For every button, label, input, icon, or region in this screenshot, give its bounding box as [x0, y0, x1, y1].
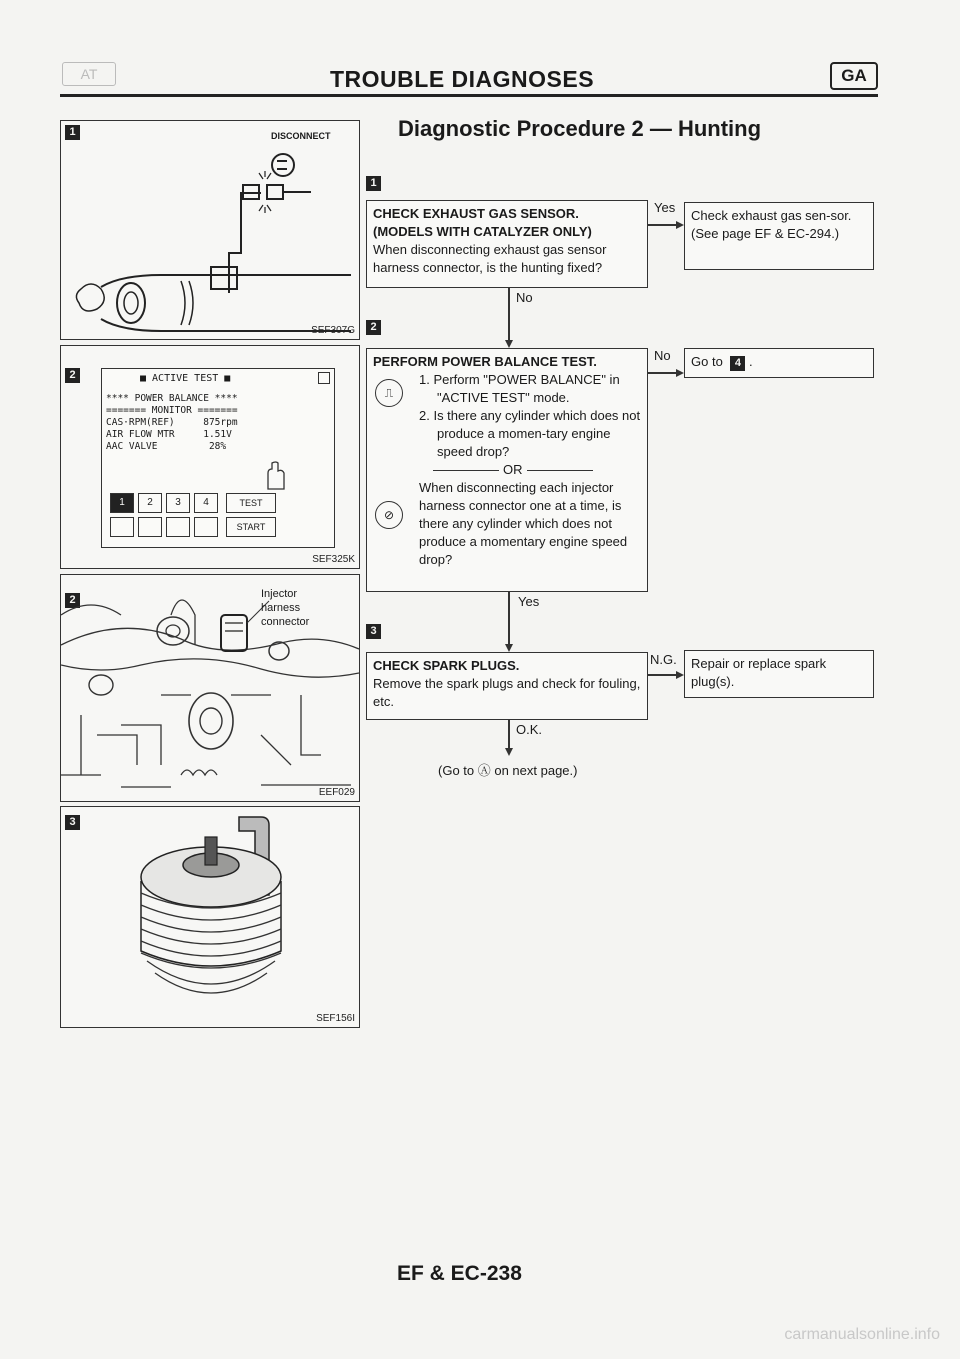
- step2-item-1: 1. Perform "POWER BALANCE" in "ACTIVE TEST" mode.: [419, 372, 620, 405]
- section-title: Diagnostic Procedure 2 — Hunting: [398, 116, 762, 141]
- figure-spark-plug: [60, 806, 360, 1028]
- step-marker: 1: [65, 125, 80, 140]
- cylinder-button-1[interactable]: 1: [110, 493, 134, 513]
- arrow-right: [676, 671, 684, 679]
- figure-consult-screen: [60, 345, 360, 569]
- no-tool-icon: ⊘: [375, 501, 403, 529]
- step-marker-2: 2: [366, 320, 381, 335]
- step3-ng-label: N.G.: [650, 652, 677, 667]
- step3-ng-box: Repair or replace spark plug(s).: [684, 650, 874, 698]
- consult-display: [101, 368, 335, 548]
- connector-line: [648, 674, 678, 676]
- header-rule: [60, 94, 878, 97]
- step3-title: CHECK SPARK PLUGS.: [373, 658, 520, 673]
- step2-box: [366, 348, 648, 592]
- connector-line: [648, 372, 678, 374]
- step1-title: CHECK EXHAUST GAS SENSOR.: [373, 206, 579, 221]
- figure-ref: SEF325K: [312, 554, 355, 565]
- step2-alt-question: When disconnecting each injector harness connector one at a time, is there any cylinder which does not produce a momentary engine speed drop?: [419, 480, 628, 567]
- finger-press-icon: [262, 461, 286, 491]
- spark-plug-illustration: [61, 807, 359, 1027]
- screen-line: **** POWER BALANCE ****: [106, 393, 238, 404]
- blank-button[interactable]: [166, 517, 190, 537]
- figure-disconnect-sensor: [60, 120, 360, 340]
- step-marker: 3: [65, 815, 80, 830]
- figure-ref: EEF029: [318, 787, 355, 798]
- next-page-reference: (Go to Ⓐ on next page.): [438, 763, 578, 778]
- screen-line: AIR FLOW MTR 1.51V: [106, 429, 232, 440]
- arrow-down: [505, 644, 513, 652]
- arrow-down: [505, 340, 513, 348]
- step1-subtitle: (MODELS WITH CATALYZER ONLY): [373, 224, 592, 239]
- step-marker-3: 3: [366, 624, 381, 639]
- watermark: carmanualsonline.info: [784, 1326, 940, 1343]
- or-divider: [373, 461, 641, 479]
- consult-icon: ⎍: [375, 379, 403, 407]
- cylinder-button-4[interactable]: 4: [194, 493, 218, 513]
- step1-no-label: No: [516, 290, 533, 305]
- step1-yes-label: Yes: [654, 200, 676, 215]
- screen-corner-box: [318, 372, 330, 384]
- step2-yes-label: Yes: [518, 594, 540, 609]
- blank-button[interactable]: [194, 517, 218, 537]
- blank-button[interactable]: [110, 517, 134, 537]
- screen-line: ======= MONITOR =======: [106, 405, 238, 416]
- step1-yes-box: Check exhaust gas sen-sor. (See page EF & EC-294.): [684, 202, 874, 270]
- engine-illustration: [61, 575, 359, 801]
- page-number: EF & EC-238: [397, 1262, 522, 1285]
- injector-callout: Injector harness connector: [261, 588, 310, 628]
- header-section-tag: GA: [830, 62, 878, 90]
- screen-line: AAC VALVE 28%: [106, 441, 227, 452]
- step-marker: 2: [65, 593, 80, 608]
- screen-title: ■ ACTIVE TEST ■: [140, 373, 231, 384]
- figure-ref: SEF307G: [311, 325, 355, 336]
- or-label: OR: [499, 461, 527, 479]
- step-marker: 2: [65, 368, 80, 383]
- connector-line: [508, 592, 510, 648]
- disconnect-label: DISCONNECT: [271, 131, 331, 141]
- blank-button[interactable]: [138, 517, 162, 537]
- step2-item-2: 2. Is there any cylinder which does not produce a momen-tary engine speed drop?: [419, 408, 641, 459]
- step3-ok-label: O.K.: [516, 722, 543, 737]
- arrow-right: [676, 221, 684, 229]
- step1-box: [366, 200, 648, 288]
- start-button[interactable]: START: [226, 517, 276, 537]
- step2-no-label: No: [654, 348, 671, 363]
- connector-line: [508, 288, 510, 344]
- go-to-step-marker: 4: [730, 356, 745, 371]
- figure-injector-connector: [60, 574, 360, 802]
- arrow-down: [505, 748, 513, 756]
- cylinder-button-3[interactable]: 3: [166, 493, 190, 513]
- step-marker-1: 1: [366, 176, 381, 191]
- step1-question: When disconnecting exhaust gas sensor harness connector, is the hunting fixed?: [373, 242, 607, 275]
- step2-no-box: Go to 4 .: [684, 348, 874, 378]
- go-to-label: Go to: [691, 354, 723, 369]
- step3-box: [366, 652, 648, 720]
- arrow-right: [676, 369, 684, 377]
- step2-title: PERFORM POWER BALANCE TEST.: [373, 354, 597, 369]
- cylinder-button-2[interactable]: 2: [138, 493, 162, 513]
- figure-ref: SEF156I: [316, 1013, 355, 1024]
- page-title: TROUBLE DIAGNOSES: [330, 66, 595, 92]
- exhaust-sensor-illustration: [61, 121, 359, 339]
- screen-line: CAS·RPM(REF) 875rpm: [106, 417, 238, 428]
- connector-line: [648, 224, 678, 226]
- step3-body: Remove the spark plugs and check for fouling, etc.: [373, 676, 641, 709]
- test-button[interactable]: TEST: [226, 493, 276, 513]
- header-left-tag: AT: [62, 62, 116, 86]
